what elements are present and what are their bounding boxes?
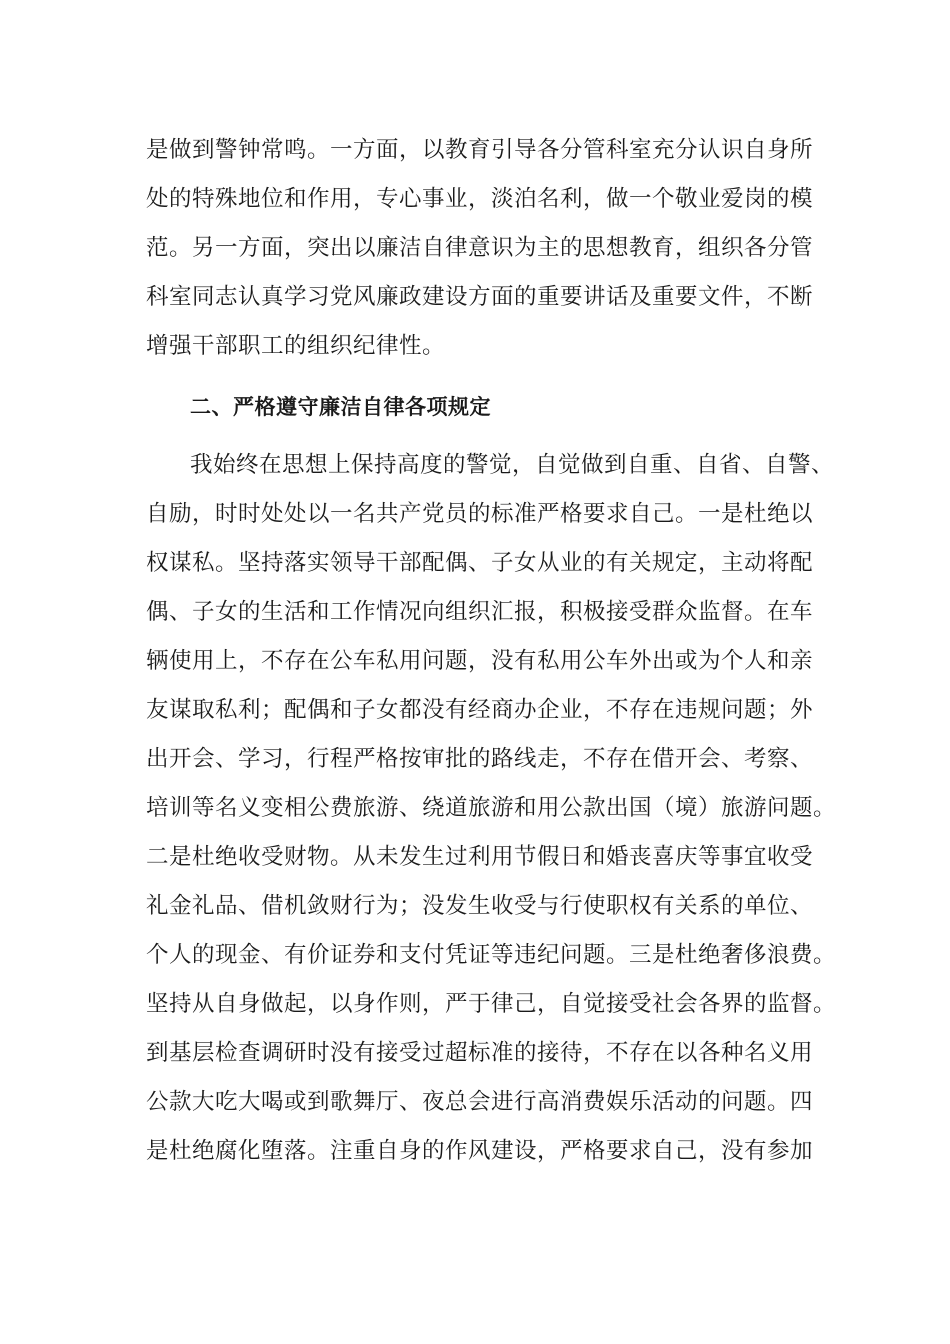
paragraph-line: 个人的现金、有价证券和支付凭证等违纪问题。三是杜绝奢侈浪费。 [146,942,837,968]
paragraph-line: 礼金礼品、借机敛财行为；没发生收受与行使职权有关系的单位、 [146,893,814,919]
paragraph-line: 培训等名义变相公费旅游、绕道旅游和用公款出国（境）旅游问题。 [146,795,837,821]
paragraph-line: 是杜绝腐化堕落。注重自身的作风建设，严格要求自己，没有参加 [146,1138,814,1164]
paragraph-line: 出开会、学习，行程严格按审批的路线走，不存在借开会、考察、 [146,746,814,772]
paragraph-line: 我始终在思想上保持高度的警觉，自觉做到自重、自省、自警、 [190,452,835,478]
paragraph-line: 偶、子女的生活和工作情况向组织汇报，积极接受群众监督。在车 [146,599,814,625]
paragraph-line: 范。另一方面，突出以廉洁自律意识为主的思想教育，组织各分管 [146,235,814,261]
paragraph-line: 辆使用上，不存在公车私用问题，没有私用公车外出或为个人和亲 [146,648,814,674]
section-heading: 二、严格遵守廉洁自律各项规定 [190,395,491,419]
paragraph-line: 权谋私。坚持落实领导干部配偶、子女从业的有关规定，主动将配 [146,550,814,576]
paragraph-line: 科室同志认真学习党风廉政建设方面的重要讲话及重要文件，不断 [146,284,814,310]
paragraph-line: 二是杜绝收受财物。从未发生过利用节假日和婚丧喜庆等事宜收受 [146,844,814,870]
paragraph-line: 处的特殊地位和作用，专心事业，淡泊名利，做一个敬业爱岗的模 [146,186,814,212]
paragraph-line: 坚持从自身做起，以身作则，严于律己，自觉接受社会各界的监督。 [146,991,837,1017]
paragraph-line: 友谋取私利；配偶和子女都没有经商办企业，不存在违规问题；外 [146,697,814,723]
paragraph-line: 增强干部职工的组织纪律性。 [146,333,446,359]
paragraph-line: 到基层检查调研时没有接受过超标准的接待，不存在以各种名义用 [146,1040,814,1066]
paragraph-line: 自励，时时处处以一名共产党员的标准严格要求自己。一是杜绝以 [146,501,814,527]
paragraph-line: 公款大吃大喝或到歌舞厅、夜总会进行高消费娱乐活动的问题。四 [146,1089,814,1115]
paragraph-line: 是做到警钟常鸣。一方面，以教育引导各分管科室充分认识自身所 [146,137,814,163]
